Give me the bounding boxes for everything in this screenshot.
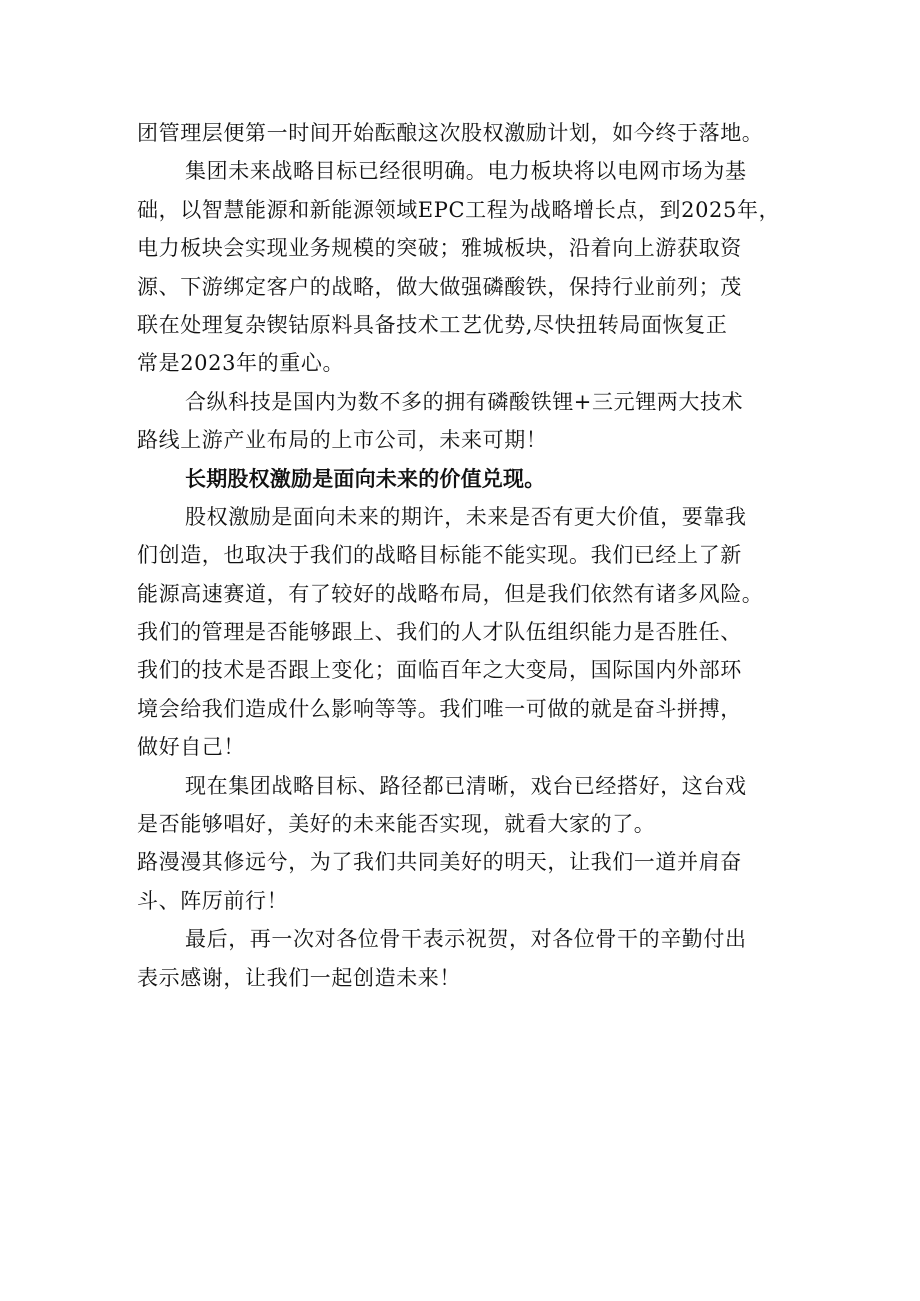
text-line: 集团未来战略目标已经很明确。电力板块将以电网市场为基 <box>185 159 747 184</box>
text-line: 们创造，也取决于我们的战略目标能不能实现。我们已经上了新 <box>137 543 742 568</box>
text-line: 最后，再一次对各位骨干表示祝贺，对各位骨干的辛勤付出 <box>185 927 747 952</box>
text-line: 源、下游绑定客户的战略，做大做强磷酸铁，保持行业前列；茂 <box>137 274 742 299</box>
text-line: 现在集团战略目标、路径都已清晰，戏台已经搭好，这台戏 <box>185 773 747 798</box>
text-line: 我们的管理是否能够跟上、我们的人才队伍组织能力是否胜任、 <box>137 620 742 645</box>
text-line: 是否能够唱好，美好的未来能否实现，就看大家的了。 <box>137 812 656 837</box>
text-line: 路线上游产业布局的上市公司，未来可期！ <box>137 428 548 453</box>
text-line: 础，以智慧能源和新能源领域EPC工程为战略增长点，到2025年， <box>137 197 781 222</box>
text-line: 路漫漫其修远兮，为了我们共同美好的明天，让我们一道并肩奋 <box>137 850 742 875</box>
body-text <box>137 114 797 997</box>
text-line: 做好自己！ <box>137 735 245 760</box>
text-line: 能源高速赛道，有了较好的战略布局，但是我们依然有诸多风险。 <box>137 581 764 606</box>
section-heading: 长期股权激励是面向未来的价值兑现。 <box>185 466 546 491</box>
text-line: 电力板块会实现业务规模的突破；雅城板块，沿着向上游获取资 <box>137 236 742 261</box>
text-line: 合纵科技是国内为数不多的拥有磷酸铁锂+三元锂两大技术 <box>185 389 744 414</box>
text-line: 股权激励是面向未来的期许，未来是否有更大价值，要靠我 <box>185 504 747 529</box>
text-line: 联在处理复杂锲钴原料具备技术工艺优势,尽快扭转局面恢复正 <box>137 312 728 337</box>
text-line: 斗、阵厉前行！ <box>137 888 289 913</box>
text-line: 常是2023年的重心。 <box>137 351 345 376</box>
text-line: 我们的技术是否跟上变化；面临百年之大变局，国际国内外部环 <box>137 658 742 683</box>
text-line: 团管理层便第一时间开始酝酿这次股权激励计划，如今终于落地。 <box>137 121 764 145</box>
text-line: 表示感谢，让我们一起创造未来！ <box>137 965 461 990</box>
text-line: 境会给我们造成什么影响等等。我们唯一可做的就是奋斗拼搏， <box>137 696 742 721</box>
